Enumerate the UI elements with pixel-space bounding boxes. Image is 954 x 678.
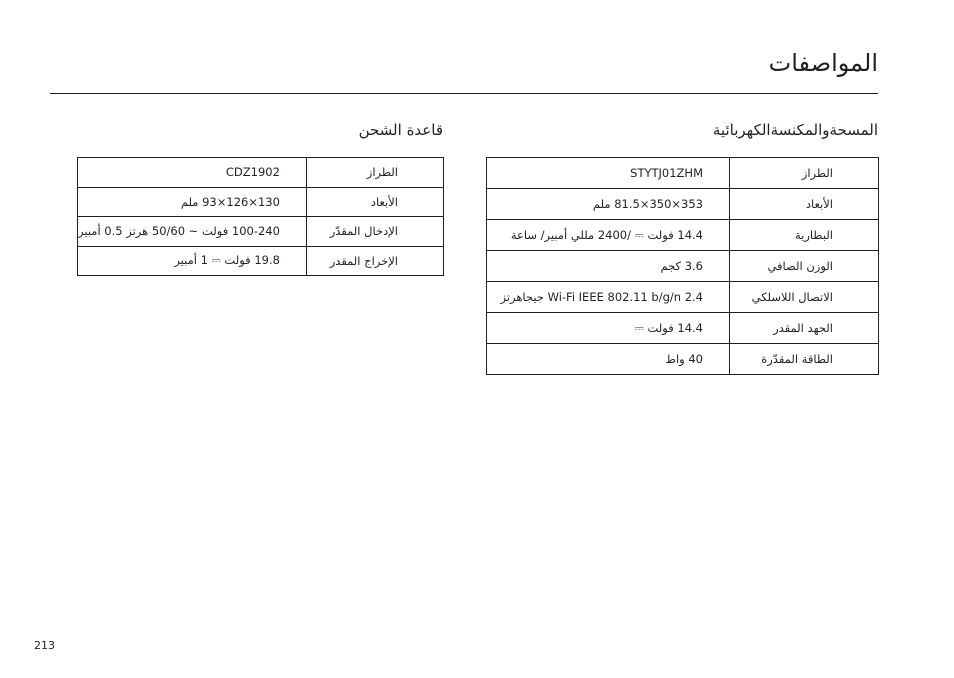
spec-label: الجهد المقدر (730, 313, 879, 344)
spec-label: الطراز (306, 158, 443, 188)
dock-specs-heading: قاعدة الشحن (358, 121, 443, 139)
spec-value: 14.4 فولت ⎓ /2400 مللي أمبير/ ساعة (487, 220, 730, 251)
table-row (487, 251, 879, 282)
spec-label: الاتصال اللاسلكي (730, 282, 879, 313)
spec-label: الإخراج المقدر (306, 246, 443, 276)
robot-specs-table (486, 157, 879, 375)
spec-value: 40 واط (487, 344, 730, 375)
spec-value: 353×350×81.5 ملم (487, 189, 730, 220)
table-row (78, 158, 444, 188)
dock-specs-table (77, 157, 444, 276)
spec-label: الإدخال المقدّر (306, 217, 443, 247)
spec-value: STYTJ01ZHM (487, 158, 730, 189)
spec-label: البطارية (730, 220, 879, 251)
table-row (78, 217, 444, 247)
table-row (78, 187, 444, 217)
spec-value: 130×126×93 ملم (78, 187, 307, 217)
spec-value: 3.6 كجم (487, 251, 730, 282)
spec-label: الأبعاد (730, 189, 879, 220)
table-row (487, 282, 879, 313)
spec-label: الأبعاد (306, 187, 443, 217)
spec-value: CDZ1902 (78, 158, 307, 188)
robot-specs-heading: المسحةوالمكنسةالكهربائية (712, 121, 878, 139)
page-title: المواصفات (768, 49, 878, 77)
spec-label: الطراز (730, 158, 879, 189)
page-number: 213 (34, 639, 55, 652)
spec-label: الوزن الصافي (730, 251, 879, 282)
table-row (487, 189, 879, 220)
table-row (487, 313, 879, 344)
spec-value: Wi-Fi IEEE 802.11 b/g/n 2.4 جيجاهرتز (487, 282, 730, 313)
spec-value: 19.8 فولت ⎓ 1 أمبير (78, 246, 307, 276)
table-row (487, 158, 879, 189)
spec-value: 100-240 فولت ~ 50/60 هرتز 0.5 أمبير (78, 217, 307, 247)
table-row (487, 220, 879, 251)
title-divider (50, 93, 878, 94)
spec-label: الطاقة المقدّرة (730, 344, 879, 375)
spec-value: 14.4 فولت ⎓ (487, 313, 730, 344)
table-row (78, 246, 444, 276)
table-row (487, 344, 879, 375)
